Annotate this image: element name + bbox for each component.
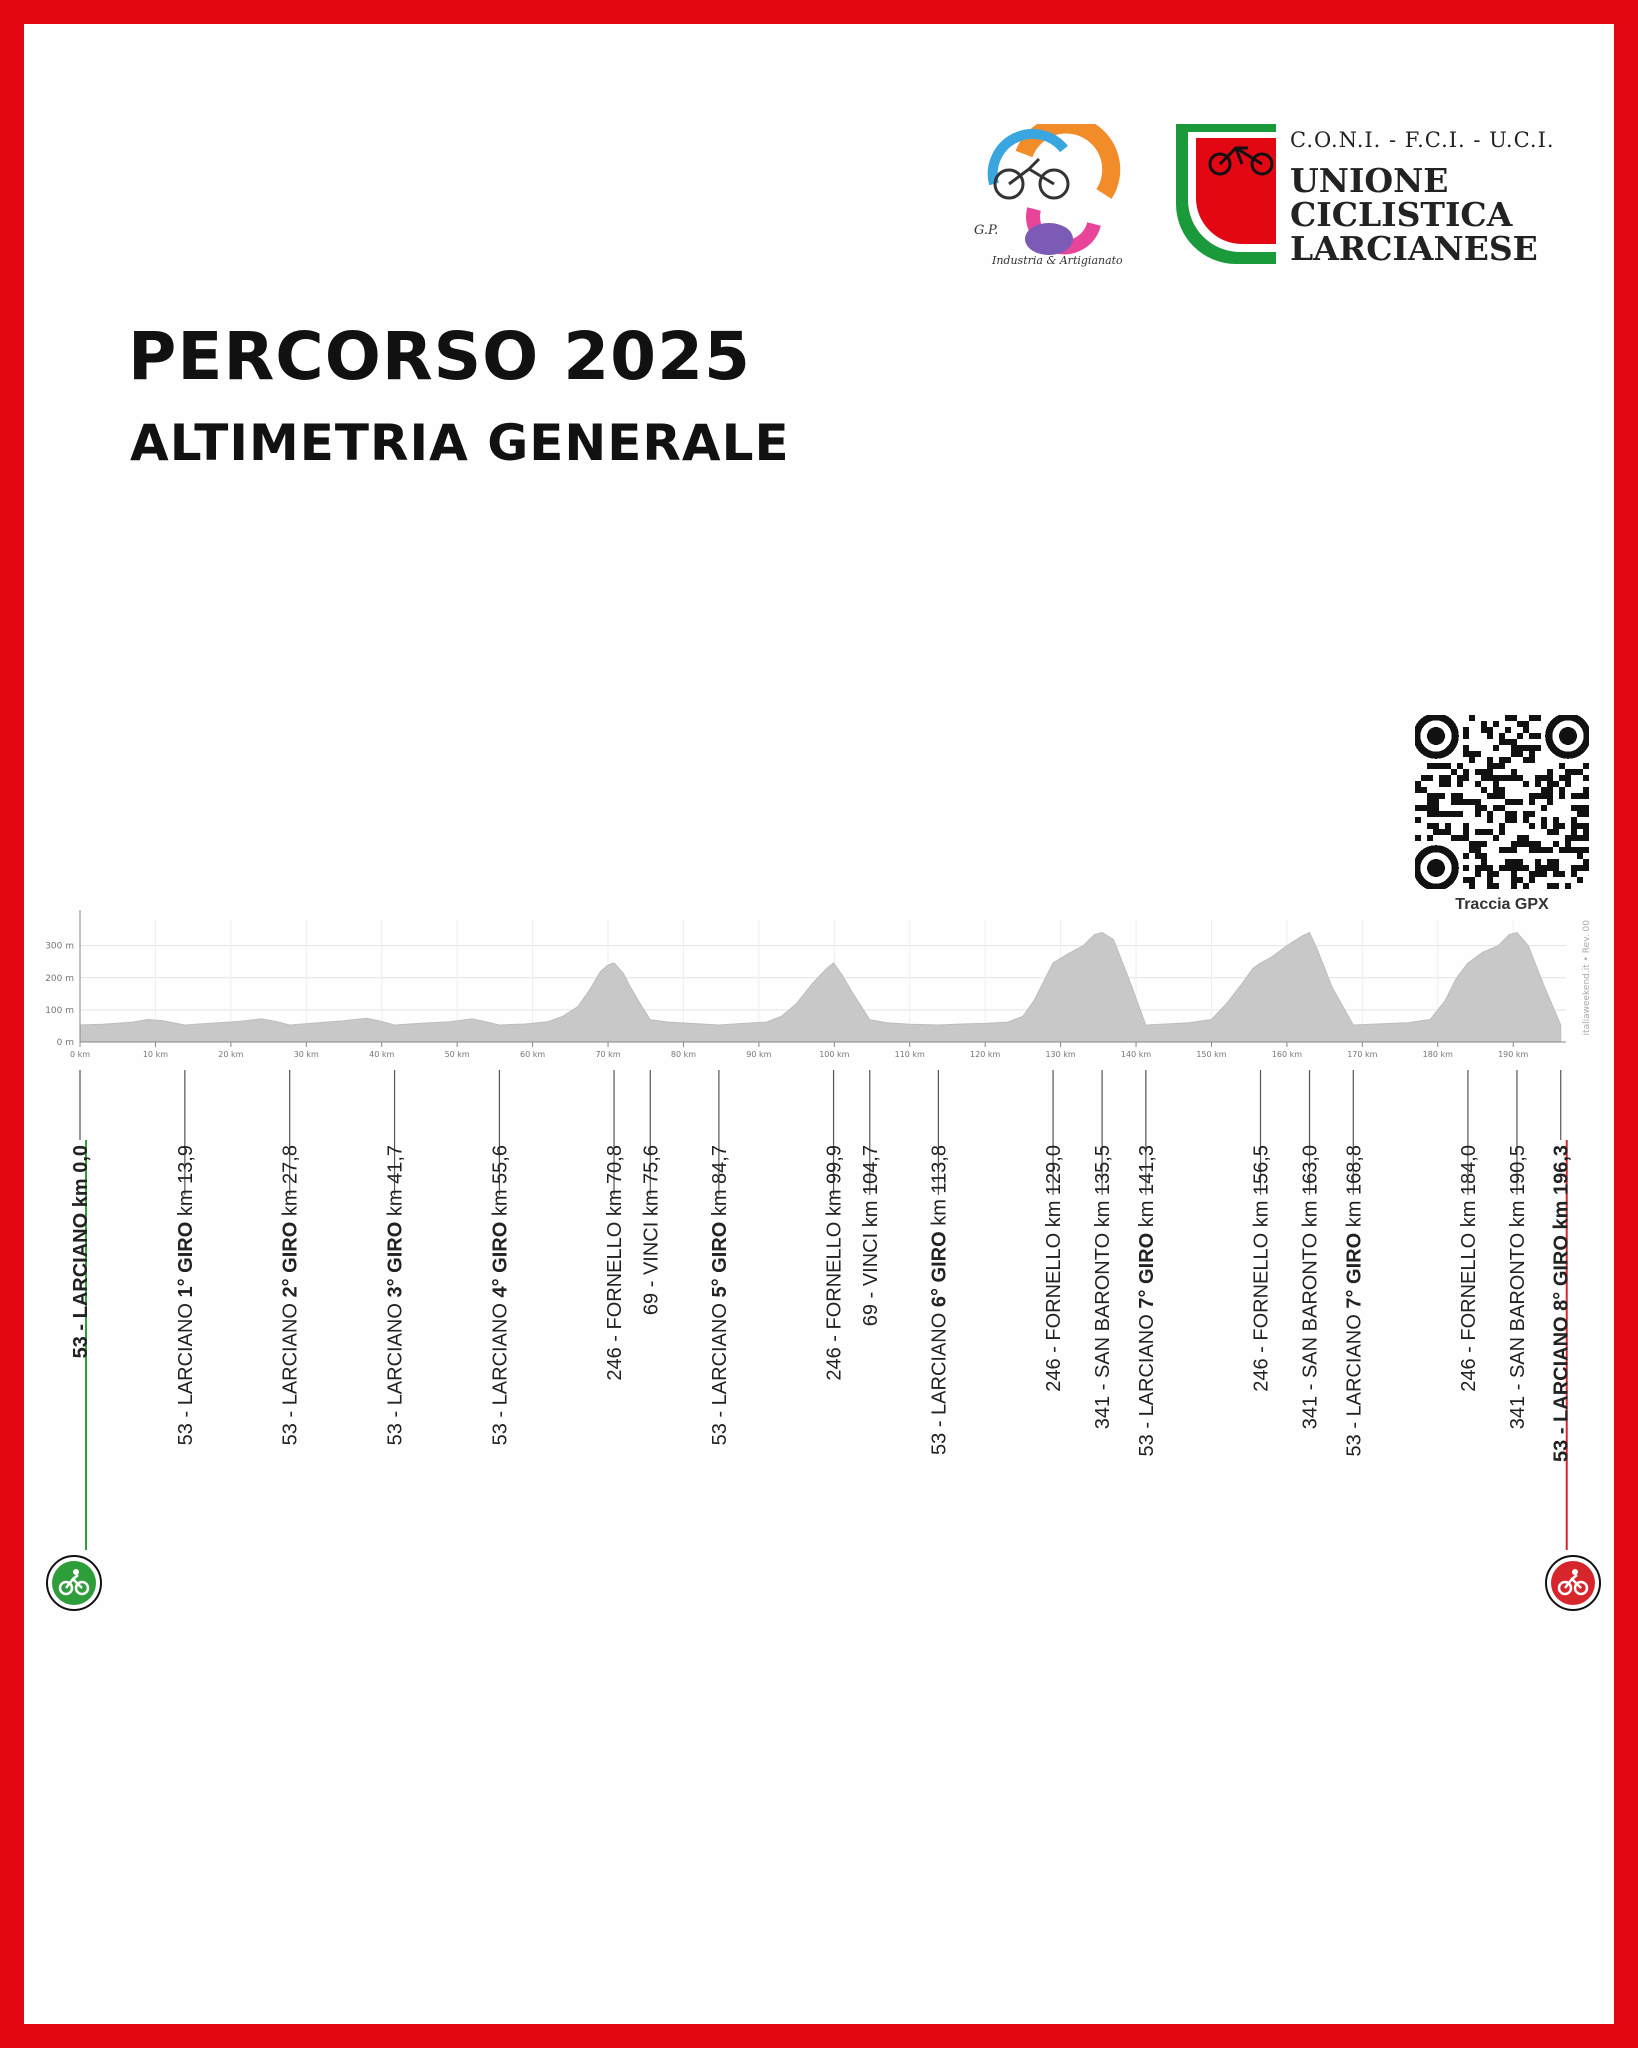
x-tick-label: 110 km (894, 1050, 925, 1059)
x-tick-label: 100 km (819, 1050, 850, 1059)
x-tick-label: 50 km (444, 1050, 470, 1059)
waypoint-label: 341 - SAN BARONTO km 135,5 (1092, 1145, 1115, 1430)
x-tick-label: 10 km (142, 1050, 169, 1059)
finish-bike-icon (1545, 1555, 1601, 1611)
unione-ciclistica-logo (1176, 124, 1576, 280)
qr-code-icon[interactable] (1415, 715, 1589, 889)
waypoint-label: 53 - LARCIANO 1° GIRO km 13,9 (174, 1145, 197, 1446)
y-tick-label: 0 m (56, 1038, 74, 1048)
x-tick-label: 0 km (69, 1050, 91, 1059)
waypoint-label: 246 - FORNELLO km 184,0 (1457, 1145, 1480, 1392)
waypoint-label: 246 - FORNELLO km 70,8 (604, 1145, 627, 1381)
start-bike-icon (46, 1555, 102, 1611)
x-tick-label: 190 km (1498, 1050, 1529, 1059)
uc-shield-icon (1176, 124, 1286, 274)
waypoint-label: 53 - LARCIANO km 0,0 (70, 1145, 92, 1359)
waypoint-label: 53 - LARCIANO 5° GIRO km 84,7 (708, 1145, 731, 1446)
x-tick-label: 70 km (595, 1050, 621, 1059)
page-subtitle: ALTIMETRIA GENERALE (130, 414, 790, 472)
y-tick-label: 200 m (45, 973, 74, 984)
x-tick-label: 160 km (1271, 1050, 1303, 1059)
y-tick-label: 300 m (45, 941, 74, 952)
gp-logo-text2: Industria & Artigianato (992, 254, 1123, 267)
waypoint-label: 53 - LARCIANO 4° GIRO km 55,6 (489, 1145, 512, 1446)
waypoint-label: 53 - LARCIANO 7° GIRO km 168,8 (1343, 1145, 1366, 1457)
waypoint-label: 53 - LARCIANO 8° GIRO km 196,3 (1550, 1145, 1573, 1462)
x-tick-label: 40 km (369, 1050, 395, 1059)
x-tick-label: 170 km (1347, 1050, 1378, 1059)
gp-logo-graphic (954, 124, 1139, 280)
gp-logo-text1: G.P. (974, 223, 999, 238)
x-tick-label: 90 km (746, 1050, 772, 1059)
x-tick-label: 120 km (970, 1050, 1001, 1059)
uc-name-line3: LARCIANESE (1290, 229, 1538, 268)
x-tick-label: 150 km (1196, 1050, 1227, 1059)
uc-name-line1: UNIONE (1290, 161, 1449, 200)
page-title: PERCORSO 2025 (128, 318, 751, 395)
waypoint-label: 69 - VINCI km 104,7 (859, 1145, 882, 1327)
waypoint-label: 69 - VINCI km 75,6 (640, 1145, 663, 1316)
altimetry-chart (0, 900, 1638, 1620)
x-tick-label: 80 km (670, 1050, 697, 1059)
elevation-profile-area (80, 933, 1561, 1043)
waypoint-label: 341 - SAN BARONTO km 190,5 (1506, 1145, 1529, 1430)
x-tick-label: 30 km (293, 1050, 319, 1059)
x-tick-label: 140 km (1120, 1050, 1152, 1059)
x-tick-label: 130 km (1045, 1050, 1076, 1059)
waypoint-label: 53 - LARCIANO 7° GIRO km 141,3 (1135, 1145, 1158, 1457)
uc-name (1290, 161, 1538, 268)
waypoint-label: 246 - FORNELLO km 129,0 (1043, 1145, 1066, 1392)
chart-watermark: italiaweekend.it • Rev. 00 (1582, 920, 1592, 1036)
waypoint-label: 53 - LARCIANO 2° GIRO km 27,8 (279, 1145, 302, 1446)
uc-federation-header: C.O.N.I. - F.C.I. - U.C.I. (1290, 128, 1555, 152)
x-tick-label: 20 km (218, 1050, 244, 1059)
uc-name-line2: CICLISTICA (1290, 195, 1513, 234)
x-tick-label: 180 km (1422, 1050, 1453, 1059)
x-tick-label: 60 km (520, 1050, 546, 1059)
waypoint-label: 53 - LARCIANO 3° GIRO km 41,7 (384, 1145, 407, 1446)
waypoint-label: 246 - FORNELLO km 99,9 (823, 1145, 846, 1381)
gp-industria-logo (954, 124, 1139, 280)
y-tick-label: 100 m (45, 1005, 74, 1016)
qr-caption: Traccia GPX (1455, 896, 1549, 913)
waypoint-label: 53 - LARCIANO 6° GIRO km 113,8 (928, 1145, 951, 1455)
waypoint-label: 341 - SAN BARONTO km 163,0 (1299, 1145, 1322, 1430)
waypoint-label: 246 - FORNELLO km 156,5 (1250, 1145, 1273, 1392)
